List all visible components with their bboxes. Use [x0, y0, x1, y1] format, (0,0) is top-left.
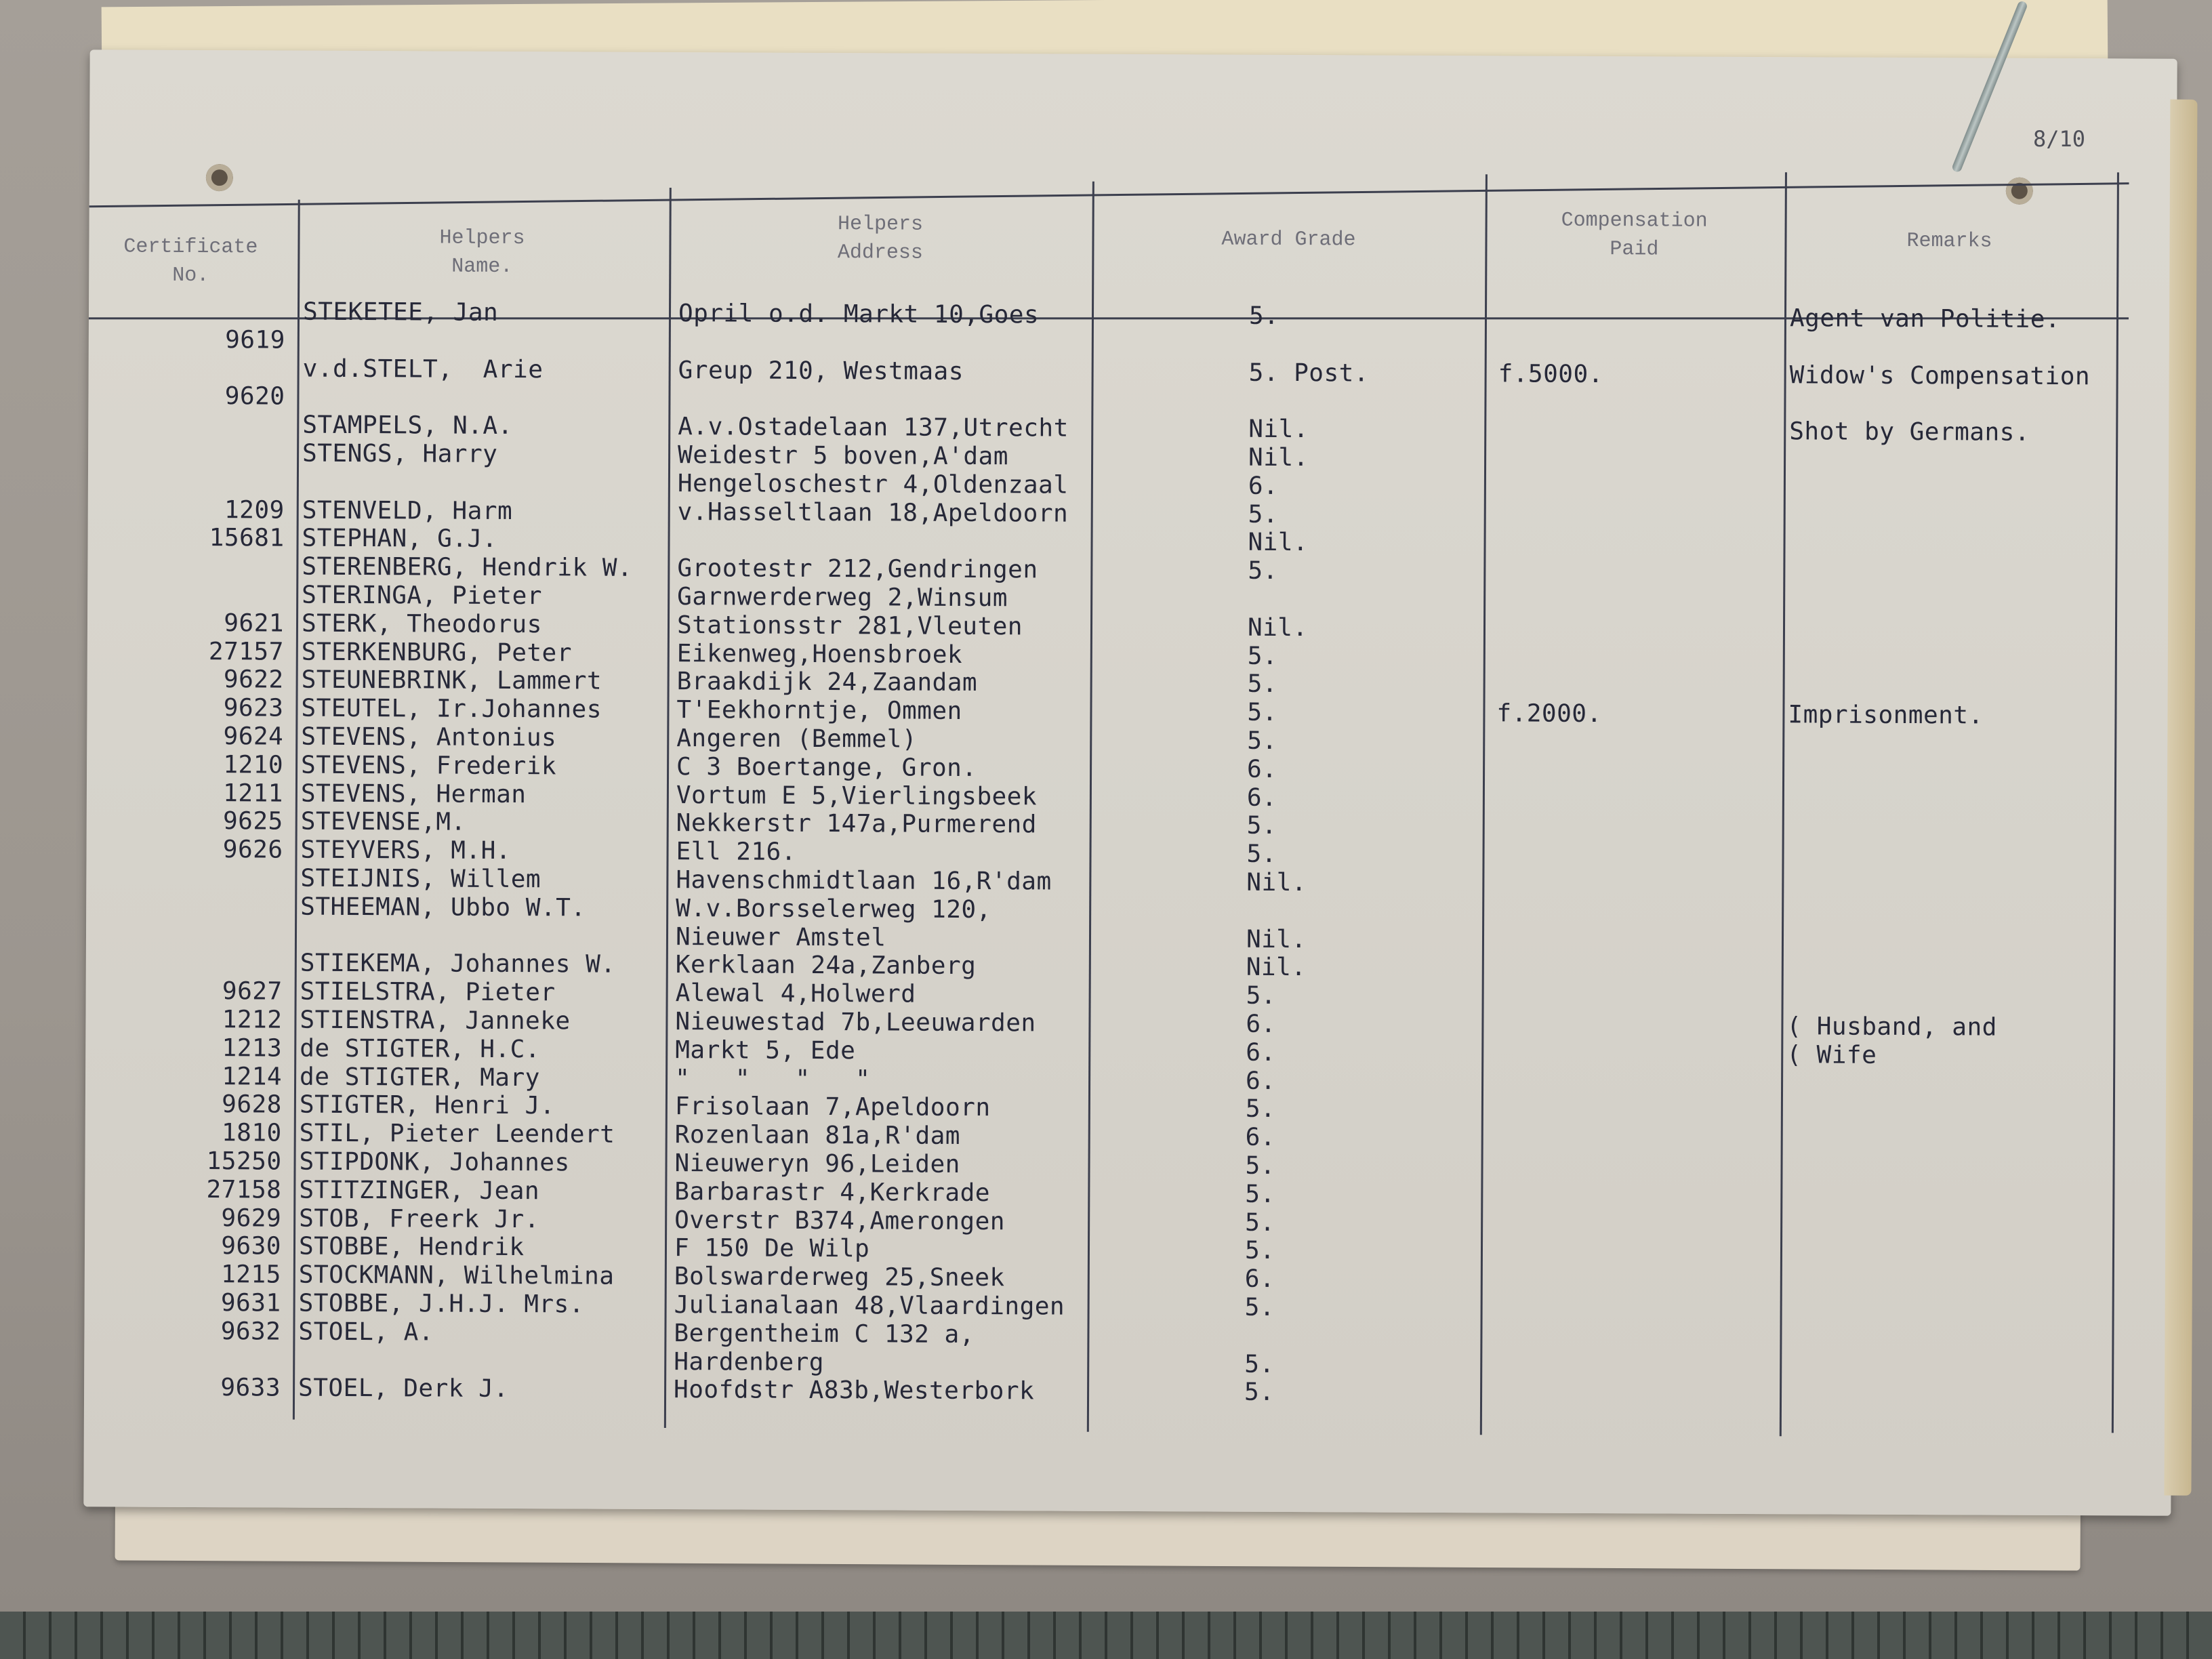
row-15-name: STEVENS, Antonius [301, 722, 557, 752]
row-2-address: Greup 210, Westmaas [678, 356, 964, 386]
row-16-address: C 3 Boertange, Gron. [676, 752, 977, 782]
row-13-cert: 9622 [223, 665, 284, 694]
row-25-address: Nieuwestad 7b,Leeuwarden [675, 1008, 1036, 1038]
row-7-cert: 1209 [224, 495, 285, 525]
row-13-name: STEUNEBRINK, Lammert [301, 666, 602, 695]
row-24-award: 5. [1246, 981, 1277, 1010]
row-38-name: STOEL, Derk J. [298, 1374, 509, 1404]
row-9-name: STERENBERG, Hendrik W. [302, 552, 633, 582]
header-remarks-line1: Remarks [1906, 229, 1992, 253]
row-26-name: de STIGTER, H.C. [300, 1034, 541, 1064]
row-28-name: STIGTER, Henri J. [299, 1091, 555, 1120]
row-31-cert: 27158 [206, 1175, 282, 1204]
row-12-address: Eikenweg,Hoensbroek [676, 639, 963, 669]
row-0-address: Opril o.d. Markt 10,Goes [678, 300, 1040, 329]
row-12-cert: 27157 [208, 637, 284, 666]
row-36-address: Bergentheim C 132 a, [674, 1319, 975, 1349]
row-27-name: de STIGTER, Mary [300, 1063, 540, 1092]
row-25-remarks: ( Husband, and [1786, 1012, 1997, 1042]
row-25-cert: 1212 [222, 1006, 283, 1034]
header-compensation-line2: Paid [1610, 238, 1659, 262]
row-17-name: STEVENS, Herman [300, 779, 527, 808]
page-number: 8/10 [2033, 126, 2086, 152]
row-35-award: 5. [1244, 1293, 1275, 1322]
row-30-cert: 15250 [206, 1147, 282, 1176]
row-10-name: STERINGA, Pieter [302, 581, 543, 611]
row-25-name: STIENSTRA, Janneke [300, 1006, 571, 1036]
row-13-award: 5. [1247, 670, 1278, 699]
punch-hole-left [206, 164, 233, 191]
row-14-award: 5. [1247, 698, 1277, 727]
row-20-award: Nil. [1246, 868, 1307, 897]
row-11-cert: 9621 [224, 609, 285, 638]
row-28-cert: 9628 [222, 1090, 283, 1119]
col-divider-4 [1480, 174, 1488, 1435]
row-20-name: STEIJNIS, Willem [300, 864, 541, 894]
row-14-address: T'Eekhorntje, Ommen [676, 696, 962, 726]
row-22-award: Nil. [1246, 925, 1307, 954]
header-certificate-line2: No. [172, 264, 209, 288]
header-award [1095, 225, 1481, 255]
row-38-address: Hoofdstr A83b,Westerbork [673, 1376, 1035, 1406]
row-6-address: Hengeloschestr 4,Oldenzaal [677, 469, 1069, 499]
row-29-address: Rozenlaan 81a,R'dam [674, 1121, 961, 1151]
row-37-address: Hardenberg [674, 1347, 825, 1376]
row-26-cert: 1213 [222, 1033, 283, 1063]
row-35-address: Julianalaan 48,Vlaardingen [674, 1291, 1065, 1321]
row-33-award: 5. [1244, 1237, 1275, 1265]
row-24-address: Alewal 4,Holwerd [675, 979, 916, 1008]
ledger-sheet [83, 49, 2177, 1515]
row-19-award: 5. [1246, 840, 1277, 869]
punch-hole-right [2006, 178, 2033, 205]
row-11-address: Stationsstr 281,Vleuten [676, 611, 1023, 641]
header-name [299, 224, 665, 282]
row-8-cert: 15681 [209, 524, 285, 552]
header-compensation-line1: Compensation [1561, 209, 1708, 233]
header-name-line1: Helpers [439, 226, 525, 251]
row-12-award: 5. [1247, 642, 1278, 670]
row-30-address: Nieuweryn 96,Leiden [674, 1149, 960, 1179]
row-4-award: Nil. [1248, 415, 1309, 444]
header-compensation [1488, 206, 1780, 264]
header-top-rule [89, 182, 2129, 207]
row-16-award: 6. [1246, 755, 1277, 783]
col-divider-5 [1780, 172, 1787, 1436]
row-15-award: 5. [1247, 726, 1277, 755]
row-7-name: STENVELD, Harm [302, 496, 513, 525]
header-name-line2: Name. [451, 255, 513, 279]
row-32-cert: 9629 [221, 1204, 282, 1233]
col-divider-2 [664, 188, 672, 1428]
row-26-address: Markt 5, Ede [675, 1036, 856, 1065]
row-4-address: A.v.Ostadelaan 137,Utrecht [678, 413, 1069, 443]
row-2-name: v.d.STELT, Arie [302, 354, 544, 384]
header-award-line1: Award Grade [1221, 228, 1356, 252]
row-23-name: STIEKEMA, Johannes W. [300, 949, 616, 979]
row-7-address: v.Hasseltlaan 18,Apeldoorn [677, 497, 1069, 528]
row-33-name: STOBBE, Hendrik [298, 1233, 525, 1262]
row-2-comp: f.5000. [1498, 359, 1603, 388]
header-address [672, 209, 1088, 268]
row-35-cert: 9631 [220, 1289, 281, 1317]
row-11-award: Nil. [1247, 613, 1308, 642]
row-4-name: STAMPELS, N.A. [302, 411, 513, 441]
row-31-address: Barbarastr 4,Kerkrade [674, 1177, 991, 1207]
row-21-name: STHEEMAN, Ubbo W.T. [300, 893, 586, 922]
row-15-address: Angeren (Bemmel) [676, 724, 918, 754]
col-divider-3 [1087, 182, 1094, 1432]
row-18-address: Nekkerstr 147a,Purmerend [676, 809, 1037, 839]
col-divider-6 [2112, 172, 2119, 1433]
header-address-line1: Helpers [838, 213, 924, 237]
header-certificate-line1: Certificate [123, 235, 258, 260]
row-12-name: STERKENBURG, Peter [301, 638, 573, 667]
row-25-award: 6. [1246, 1010, 1276, 1038]
row-16-cert: 1210 [223, 750, 284, 779]
row-11-name: STERK, Theodorus [301, 609, 542, 639]
row-0-award: 5. [1248, 302, 1279, 330]
row-23-award: Nil. [1246, 954, 1307, 982]
row-0-name: STEKETEE, Jan [302, 298, 499, 327]
row-27-award: 6. [1245, 1067, 1276, 1095]
row-23-address: Kerklaan 24a,Zanberg [675, 951, 977, 981]
row-1-cert: 9619 [225, 325, 285, 354]
row-17-award: 6. [1246, 783, 1277, 812]
row-28-address: Frisolaan 7,Apeldoorn [674, 1092, 991, 1122]
row-19-address: Ell 216. [676, 838, 797, 867]
row-0-remarks: Agent van Politie. [1789, 304, 2061, 333]
row-5-award: Nil. [1248, 443, 1309, 472]
row-29-award: 6. [1245, 1123, 1276, 1152]
row-5-address: Weidestr 5 boven,A'dam [678, 441, 1009, 471]
row-35-name: STOBBE, J.H.J. Mrs. [298, 1289, 585, 1319]
row-34-award: 6. [1244, 1265, 1275, 1294]
row-9-award: 5. [1248, 556, 1278, 586]
row-7-award: 5. [1248, 500, 1279, 529]
row-9-address: Grootestr 212,Gendringen [677, 554, 1038, 584]
row-19-cert: 9626 [222, 836, 283, 864]
row-36-name: STOEL, A. [298, 1317, 434, 1347]
row-36-cert: 9632 [220, 1317, 281, 1346]
row-21-address: W.v.Borsselerweg 120, [676, 894, 991, 924]
row-32-name: STOB, Freerk Jr. [299, 1204, 540, 1233]
row-6-award: 6. [1248, 472, 1279, 500]
row-20-address: Havenschmidtlaan 16,R'dam [676, 866, 1052, 896]
row-8-name: STEPHAN, G.J. [302, 525, 497, 554]
row-10-address: Garnwerderweg 2,Winsum [677, 583, 1008, 613]
row-18-award: 5. [1246, 812, 1277, 840]
row-15-cert: 9624 [223, 722, 284, 751]
header-address-line2: Address [837, 241, 923, 265]
row-24-cert: 9627 [222, 977, 283, 1006]
row-28-award: 5. [1245, 1095, 1276, 1124]
row-14-remarks: Imprisonment. [1788, 701, 1984, 730]
row-22-address: Nieuwer Amstel [675, 922, 886, 952]
row-2-remarks: Widow's Compensation [1789, 361, 2091, 390]
row-3-cert: 9620 [224, 382, 285, 411]
row-14-comp: f.2000. [1496, 699, 1602, 729]
row-37-award: 5. [1244, 1350, 1275, 1378]
row-18-cert: 9625 [222, 807, 283, 836]
row-18-name: STEVENSE,M. [300, 808, 466, 837]
row-24-name: STIELSTRA, Pieter [300, 977, 556, 1007]
row-4-remarks: Shot by Germans. [1789, 417, 2030, 447]
row-31-award: 5. [1245, 1180, 1275, 1208]
row-32-award: 5. [1245, 1208, 1275, 1237]
row-33-cert: 9630 [221, 1232, 282, 1261]
row-30-award: 5. [1245, 1151, 1275, 1180]
header-remarks [1786, 226, 2112, 256]
row-31-name: STITZINGER, Jean [299, 1176, 540, 1205]
row-5-name: STENGS, Harry [302, 439, 498, 468]
row-29-cert: 1810 [221, 1119, 282, 1147]
row-26-award: 6. [1246, 1038, 1276, 1067]
row-17-cert: 1211 [223, 779, 284, 808]
row-16-name: STEVENS, Frederik [301, 751, 557, 781]
row-27-cert: 1214 [222, 1062, 283, 1091]
cutting-mat [0, 1612, 2212, 1659]
header-certificate [89, 232, 292, 290]
row-34-cert: 1215 [221, 1261, 281, 1289]
row-14-cert: 9623 [223, 694, 284, 722]
row-32-address: Overstr B374,Amerongen [674, 1206, 1006, 1235]
row-8-award: Nil. [1248, 529, 1309, 557]
row-14-name: STEUTEL, Ir.Johannes [301, 694, 602, 724]
row-34-address: Bolswarderweg 25,Sneek [674, 1263, 1005, 1292]
row-29-name: STIL, Pieter Leendert [299, 1119, 615, 1149]
row-17-address: Vortum E 5,Vierlingsbeek [676, 781, 1038, 811]
row-2-award: 5. Post. [1248, 359, 1370, 388]
row-34-name: STOCKMANN, Wilhelmina [298, 1261, 615, 1290]
row-13-address: Braakdijk 24,Zaandam [676, 668, 978, 697]
row-30-name: STIPDONK, Johannes [299, 1147, 570, 1177]
row-19-name: STEYVERS, M.H. [300, 836, 512, 865]
row-38-award: 5. [1244, 1378, 1275, 1407]
row-27-address: " " " " [675, 1064, 871, 1093]
row-33-address: F 150 De Wilp [674, 1234, 870, 1263]
row-38-cert: 9633 [220, 1374, 281, 1402]
row-26-remarks: ( Wife [1786, 1041, 1877, 1069]
